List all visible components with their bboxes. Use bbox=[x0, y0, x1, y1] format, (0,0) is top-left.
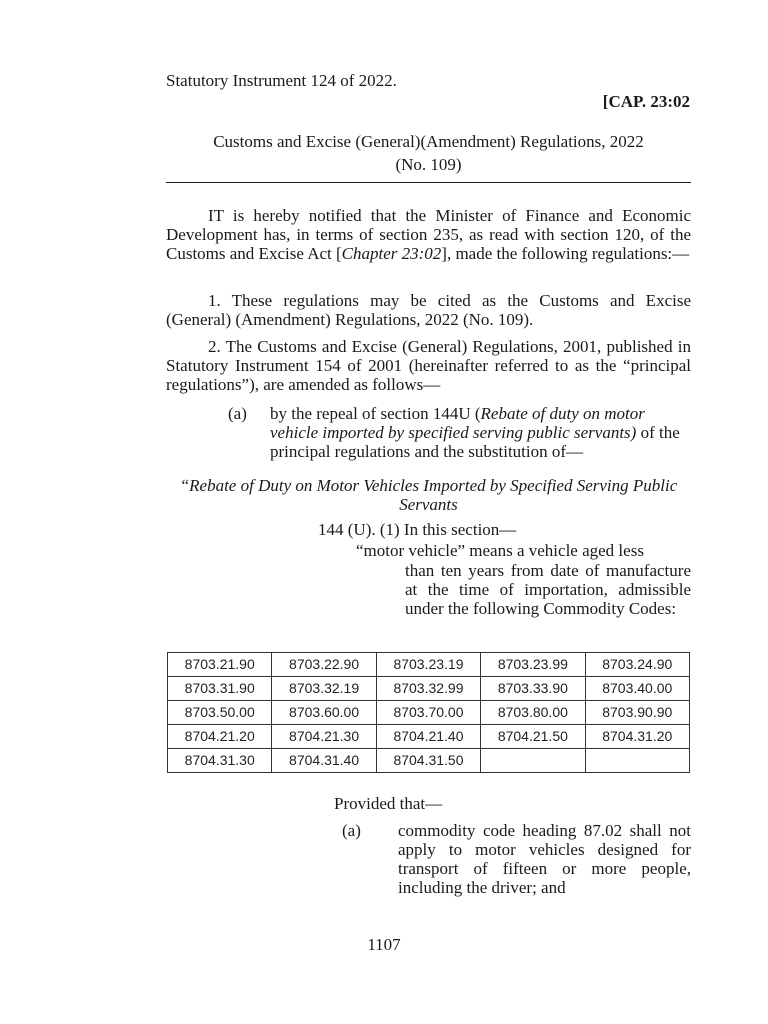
commodity-code-cell: 8703.23.19 bbox=[376, 653, 480, 677]
title-divider bbox=[166, 182, 691, 183]
commodity-code-cell: 8703.32.99 bbox=[376, 677, 480, 701]
preamble-text-end: ], made the following regulations:— bbox=[441, 244, 690, 263]
commodity-code-cell: 8703.60.00 bbox=[272, 701, 376, 725]
commodity-code-cell: 8703.21.90 bbox=[168, 653, 272, 677]
commodity-code-cell: 8703.31.90 bbox=[168, 677, 272, 701]
section-heading: “Rebate of Duty on Motor Vehicles Imported by Specified Serving Public Servants bbox=[179, 476, 678, 514]
chapter-citation: Chapter 23:02 bbox=[341, 244, 442, 263]
chapter-reference: [CAP. 23:02 bbox=[602, 92, 690, 111]
table-row bbox=[168, 701, 690, 725]
commodity-code-cell: 8703.33.90 bbox=[481, 677, 585, 701]
proviso-intro: Provided that— bbox=[334, 794, 443, 813]
table-row bbox=[168, 749, 690, 773]
citation-paragraph: 1. These regulations may be cited as the Customs and Excise (General) (Amendment) Regulations, 2022 (No. 109). bbox=[166, 291, 691, 329]
table-row bbox=[168, 653, 690, 677]
commodity-code-cell: 8703.22.90 bbox=[272, 653, 376, 677]
commodity-code-cell: 8704.31.50 bbox=[376, 749, 480, 773]
commodity-code-cell bbox=[481, 749, 585, 773]
commodity-code-cell bbox=[585, 749, 689, 773]
preamble-text: IT is hereby notified that the Minister of Finance and Economic Development has, in terms of section 235, as read with section 120, of the Customs and Excise Act [ bbox=[166, 206, 691, 263]
commodity-code-cell: 8704.21.40 bbox=[376, 725, 480, 749]
amendment-paragraph: 2. The Customs and Excise (General) Regulations, 2001, published in Statutory Instrument 154 of 2001 (hereinafter referred to as the “principal regulations”), are amended as follows— bbox=[166, 337, 691, 394]
title-line-2: (No. 109) bbox=[395, 155, 462, 174]
section-number: 144 (U). (1) In this section— bbox=[318, 520, 517, 539]
commodity-code-cell: 8704.31.30 bbox=[168, 749, 272, 773]
item-a-text bbox=[270, 404, 691, 461]
commodity-code-cell: 8703.80.00 bbox=[481, 701, 585, 725]
commodity-code-cell: 8703.23.99 bbox=[481, 653, 585, 677]
definition-line-1: “motor vehicle” means a vehicle aged less bbox=[356, 541, 644, 560]
commodity-code-cell: 8704.21.20 bbox=[168, 725, 272, 749]
page-number: 1107 bbox=[367, 935, 401, 954]
document-title bbox=[166, 130, 691, 176]
commodity-code-cell: 8703.70.00 bbox=[376, 701, 480, 725]
commodity-code-cell: 8704.31.20 bbox=[585, 725, 689, 749]
item-a-text-end: of the principal regulations and the substitution of— bbox=[270, 423, 680, 461]
commodity-code-cell: 8704.21.50 bbox=[481, 725, 585, 749]
commodity-code-cell: 8703.32.19 bbox=[272, 677, 376, 701]
item-a-label: (a) bbox=[228, 404, 247, 423]
proviso-a-label: (a) bbox=[342, 821, 361, 840]
table-row bbox=[168, 725, 690, 749]
commodity-codes-table bbox=[167, 652, 690, 773]
commodity-code-cell: 8703.24.90 bbox=[585, 653, 689, 677]
instrument-number: Statutory Instrument 124 of 2022. bbox=[166, 71, 397, 90]
commodity-code-cell: 8704.21.30 bbox=[272, 725, 376, 749]
table-row bbox=[168, 677, 690, 701]
proviso-a-text: commodity code heading 87.02 shall not apply to motor vehicles designed for transport of fifteen or more people, including the driver; and bbox=[398, 821, 691, 897]
item-a-text-start: by the repeal of section 144U ( bbox=[270, 404, 481, 423]
preamble-paragraph bbox=[166, 206, 691, 263]
title-line-1: Customs and Excise (General)(Amendment) Regulations, 2022 bbox=[213, 132, 644, 151]
commodity-code-cell: 8704.31.40 bbox=[272, 749, 376, 773]
commodity-code-cell: 8703.90.90 bbox=[585, 701, 689, 725]
definition-continuation: than ten years from date of manufacture at the time of importation, admissible under the following Commodity Codes: bbox=[405, 561, 691, 618]
commodity-code-cell: 8703.40.00 bbox=[585, 677, 689, 701]
commodity-code-cell: 8703.50.00 bbox=[168, 701, 272, 725]
item-a-italic-title: Rebate of duty on motor vehicle imported by specified serving public servants) bbox=[270, 404, 645, 442]
